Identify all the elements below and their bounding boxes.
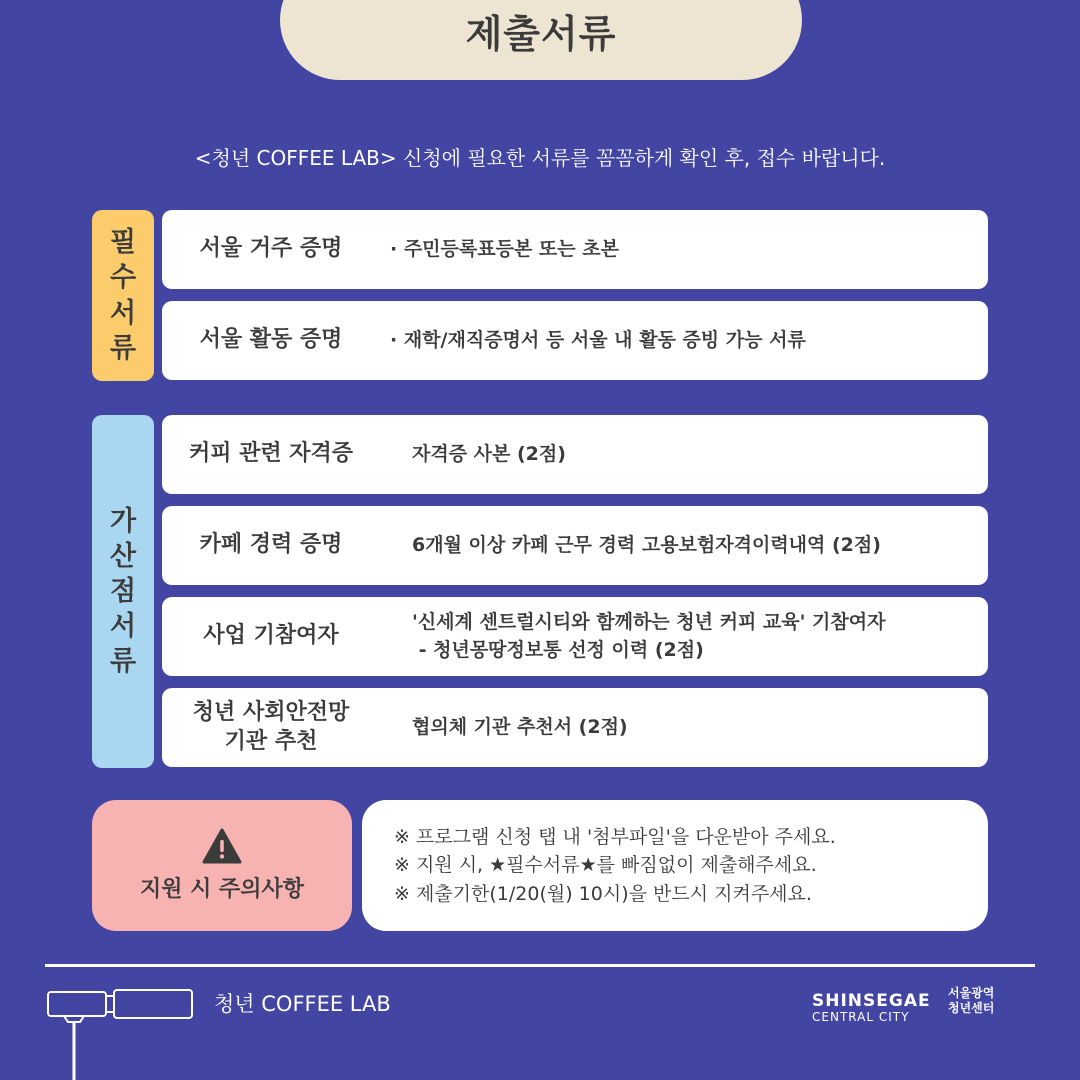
required-docs-label bbox=[92, 210, 154, 381]
required-label-char: 수 bbox=[109, 262, 137, 294]
bonus-row-certificate bbox=[162, 415, 988, 494]
bonus-row-prior-participant bbox=[162, 597, 988, 676]
row-title: 커피 관련 자격증 bbox=[188, 441, 354, 467]
row-title: 청년 사회안전망 기관 추천 bbox=[192, 699, 350, 754]
sponsor-line1: SHINSEGAE bbox=[812, 991, 931, 1011]
required-label-char: 류 bbox=[109, 332, 137, 364]
portafilter-icon bbox=[44, 988, 204, 1080]
bonus-label-char: 가 bbox=[109, 505, 137, 537]
row-desc: '신세계 센트럴시티와 함께하는 청년 커피 교육' 기참여자 - 청년몽땅정보통 선정 이력 (2점) bbox=[412, 610, 886, 661]
bonus-row-cafe-career bbox=[162, 506, 988, 585]
required-row-activity bbox=[162, 301, 988, 380]
bonus-label-char: 서 bbox=[109, 611, 137, 643]
warning-icon bbox=[202, 828, 242, 864]
row-desc: 자격증 사본 (2점) bbox=[412, 442, 566, 465]
bonus-docs-label bbox=[92, 415, 154, 768]
footer-divider bbox=[45, 964, 1035, 967]
center-line1: 서울광역 bbox=[948, 986, 995, 1000]
row-title: 사업 기참여자 bbox=[203, 623, 339, 649]
bonus-label-char: 산 bbox=[109, 540, 137, 572]
row-desc: 6개월 이상 카페 근무 경력 고용보험자격이력내역 (2점) bbox=[412, 533, 881, 556]
caution-box bbox=[92, 800, 352, 931]
page-title: 제출서류 bbox=[465, 12, 617, 56]
row-title: 서울 활동 증명 bbox=[199, 327, 343, 353]
row-desc: · 재학/재직증명서 등 서울 내 활동 증빙 가능 서류 bbox=[390, 328, 806, 351]
caution-label: 지원 시 주의사항 bbox=[139, 877, 305, 902]
bonus-label-char: 류 bbox=[109, 646, 137, 678]
intro-text: <청년 COFFEE LAB> 신청에 필요한 서류를 꼼꼼하게 확인 후, 접수 바랍니다. bbox=[194, 146, 886, 170]
bonus-label-char: 점 bbox=[109, 575, 137, 607]
required-label-char: 필 bbox=[109, 227, 137, 259]
row-title: 서울 거주 증명 bbox=[199, 236, 343, 262]
row-desc: 협의체 기관 추천서 (2점) bbox=[412, 715, 628, 738]
note-item: ※ 지원 시, ★필수서류★를 빠짐없이 제출해주세요. bbox=[394, 854, 817, 877]
required-label-char: 서 bbox=[109, 297, 137, 329]
bonus-row-agency-recommendation bbox=[162, 688, 988, 767]
note-item: ※ 제출기한(1/20(월) 10시)을 반드시 지켜주세요. bbox=[394, 882, 812, 905]
youth-center-logo bbox=[948, 986, 994, 1016]
note-item: ※ 프로그램 신청 탭 내 '첨부파일'을 다운받아 주세요. bbox=[394, 825, 836, 848]
row-title: 카페 경력 증명 bbox=[199, 532, 343, 558]
sponsor-logo bbox=[812, 992, 931, 1024]
sponsor-line2: CENTRAL CITY bbox=[812, 1009, 910, 1024]
program-logo-text: 청년 COFFEE LAB bbox=[214, 992, 391, 1016]
required-row-residence bbox=[162, 210, 988, 289]
row-desc: · 주민등록표등본 또는 초본 bbox=[390, 237, 619, 260]
title-tab bbox=[280, 0, 802, 80]
center-line2: 청년센터 bbox=[948, 1001, 995, 1015]
caution-notes bbox=[362, 800, 988, 931]
